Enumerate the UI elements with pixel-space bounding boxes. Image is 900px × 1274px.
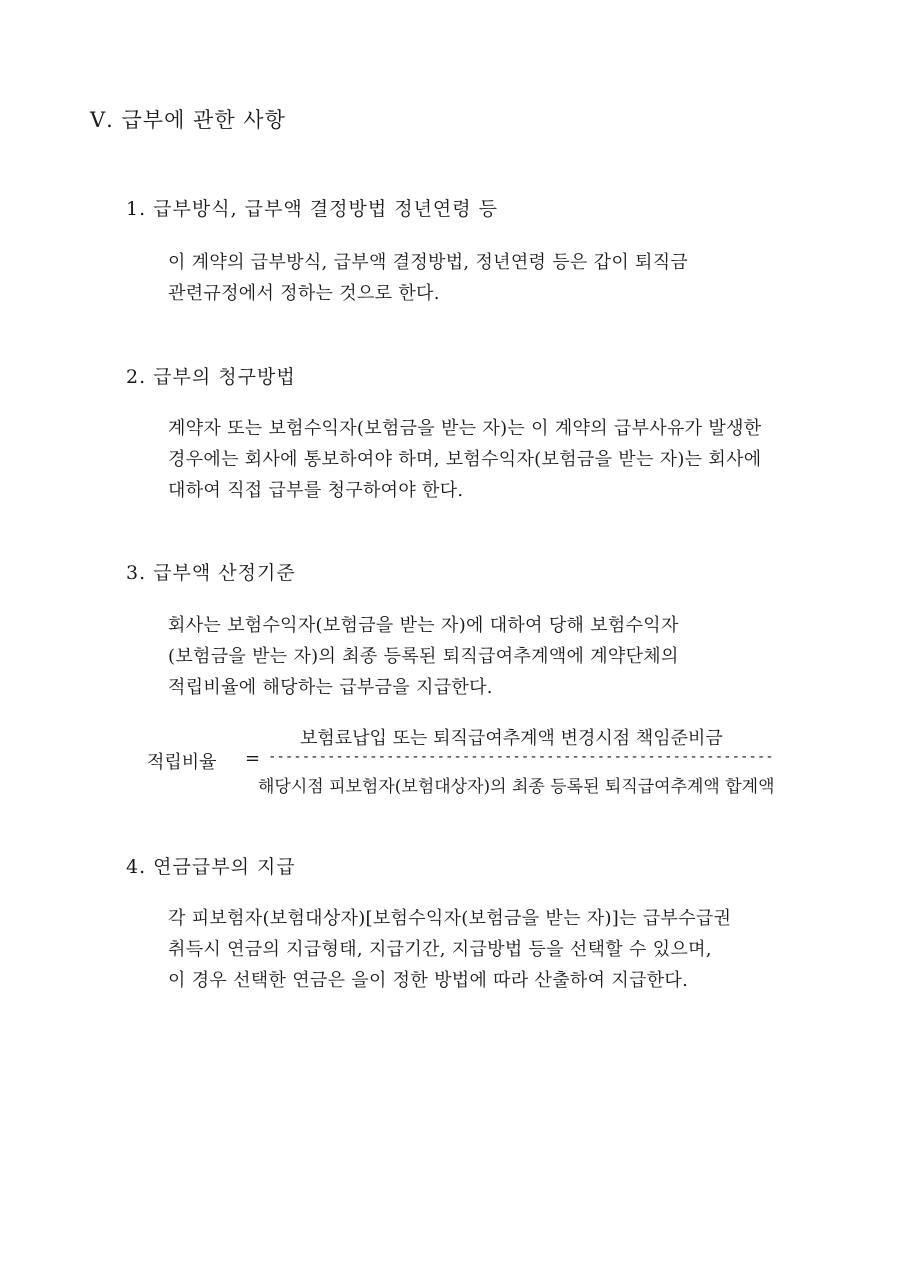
section-2-paragraph (168, 413, 808, 506)
paragraph-line: 적립비율에 해당하는 급부금을 지급한다. (168, 677, 493, 698)
paragraph-line: (보험금을 받는 자)의 최종 등록된 퇴직급여추계액에 계약단체의 (168, 646, 679, 667)
paragraph-line: 관련규정에서 정하는 것으로 한다. (168, 283, 440, 304)
section-2-heading: 2. 급부의 청구방법 (126, 366, 296, 388)
formula-numerator: 보험료납입 또는 퇴직급여추계액 변경시점 책임준비금 (300, 728, 723, 749)
section-4-heading: 4. 연금급부의 지급 (126, 856, 296, 878)
paragraph-line: 대하여 직접 급부를 청구하여야 한다. (168, 480, 464, 501)
paragraph-line: 회사는 보험수익자(보험금을 받는 자)에 대하여 당해 보험수익자 (168, 615, 679, 636)
formula-denominator: 해당시점 피보험자(보험대상자)의 최종 등록된 퇴직급여추계액 합계액 (258, 777, 775, 797)
formula-divider: ------------------------------------------------------------ (268, 749, 774, 765)
section-4-paragraph (168, 903, 808, 996)
formula-equals: = (245, 748, 261, 769)
paragraph-line: 취득시 연금의 지급형태, 지급기간, 지급방법 등을 선택할 수 있으며, (168, 939, 712, 960)
section-1-heading: 1. 급부방식, 급부액 결정방법 정년연령 등 (126, 198, 499, 220)
section-3-heading: 3. 급부액 산정기준 (126, 562, 296, 584)
section-3-paragraph (168, 610, 808, 703)
paragraph-line: 계약자 또는 보험수익자(보험금을 받는 자)는 이 계약의 급부사유가 발생한 (168, 418, 762, 439)
reserve-ratio-formula (0, 720, 900, 800)
chapter-title: Ⅴ. 급부에 관한 사항 (90, 108, 286, 132)
paragraph-line: 경우에는 회사에 통보하여야 하며, 보험수익자(보험금을 받는 자)는 회사에 (168, 449, 762, 470)
section-1-paragraph (168, 247, 808, 309)
formula-lhs: 적립비율 (147, 752, 217, 773)
paragraph-line: 이 경우 선택한 연금은 을이 정한 방법에 따라 산출하여 지급한다. (168, 970, 689, 991)
paragraph-line: 이 계약의 급부방식, 급부액 결정방법, 정년연령 등은 갑이 퇴직금 (168, 252, 689, 273)
paragraph-line: 각 피보험자(보험대상자)[보험수익자(보험금을 받는 자)]는 급부수급권 (168, 908, 732, 929)
